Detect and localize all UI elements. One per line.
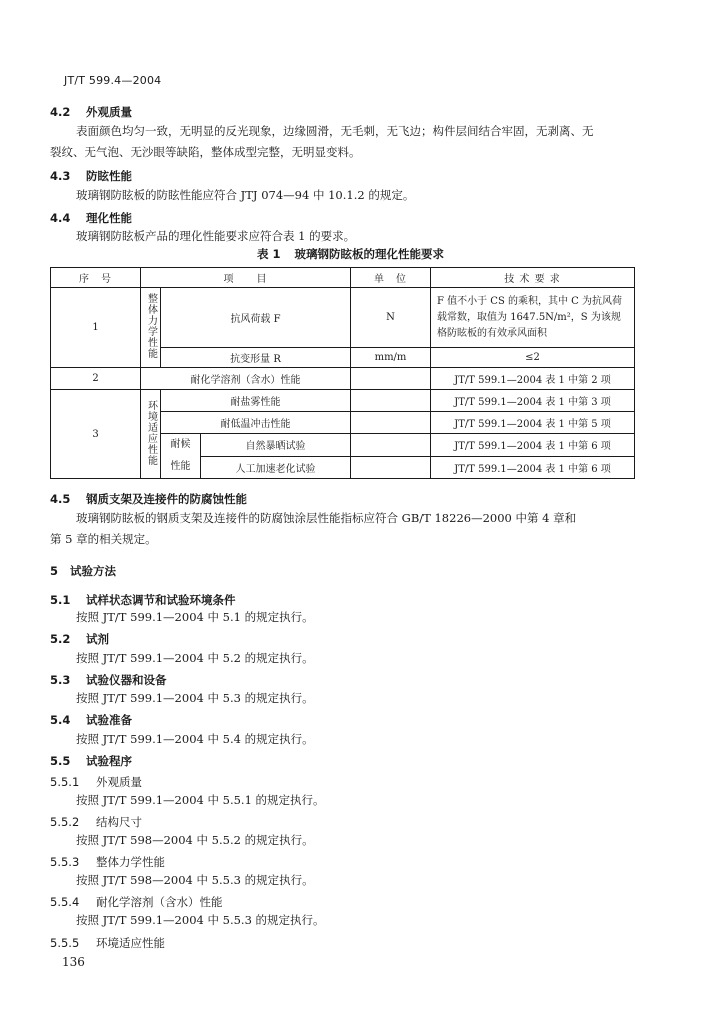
section-number: 4.3: [50, 169, 71, 183]
section-5-5-2-body: [50, 830, 640, 851]
header-requirement: 技 术 要 求: [431, 268, 635, 288]
header-item: 项 目: [141, 268, 351, 288]
section-5-1-body: [50, 607, 640, 628]
section-number: 5.5.1: [50, 775, 80, 789]
seq-cell: 3: [51, 390, 141, 479]
paragraph-line: 按照 JT/T 599.1—2004 中 5.5.1 的规定执行。: [76, 793, 325, 807]
section-title: 外观质量: [86, 105, 132, 119]
section-4-4-body: [50, 226, 640, 247]
unit-cell: [351, 456, 431, 479]
table-label: 表 1: [256, 247, 281, 261]
section-5-5-5-heading: [50, 935, 165, 951]
section-4-2-heading: [50, 104, 132, 120]
section-5-4-heading: [50, 712, 132, 728]
header-unit: 单 位: [351, 268, 431, 288]
section-title: 试验方法: [70, 564, 116, 578]
section-title: 试验程序: [86, 754, 132, 768]
paragraph-line: 按照 JT/T 599.1—2004 中 5.2 的规定执行。: [76, 651, 314, 665]
header-seq: 序 号: [51, 268, 141, 288]
section-number: 5.5.5: [50, 936, 80, 950]
requirement-cell: JT/T 599.1—2004 表 1 中第 3 项: [431, 390, 635, 412]
section-5-5-4-heading: [50, 894, 223, 910]
section-number: 5.5.2: [50, 815, 80, 829]
section-5-2-heading: [50, 631, 109, 647]
paragraph-line: 玻璃钢防眩板的钢质支架及连接件的防腐蚀涂层性能指标应符合 GB/T 18226—2000 中第 4 章和: [76, 511, 577, 525]
unit-cell: [351, 412, 431, 434]
unit-cell: N: [351, 288, 431, 348]
item-cell: 人工加速老化试验: [201, 456, 351, 479]
section-number: 4.5: [50, 492, 71, 506]
table-title: 玻璃钢防眩板的理化性能要求: [294, 247, 444, 261]
section-title: 理化性能: [86, 211, 132, 225]
section-title: 钢质支架及连接件的防腐蚀性能: [86, 492, 247, 506]
item-cell: 抗变形量 R: [161, 348, 351, 368]
section-title: 耐化学溶剂（含水）性能: [96, 895, 223, 909]
paragraph-line: 第 5 章的相关规定。: [50, 532, 157, 546]
section-4-2-body: [50, 121, 640, 163]
section-number: 5.1: [50, 593, 71, 607]
section-number: 5.2: [50, 632, 71, 646]
unit-cell: [351, 390, 431, 412]
section-5-2-body: [50, 648, 640, 669]
paragraph-line: 按照 JT/T 599.1—2004 中 5.4 的规定执行。: [76, 732, 314, 746]
section-number: 5.5: [50, 754, 71, 768]
section-5-heading: [50, 563, 116, 579]
section-title: 试样状态调节和试验环境条件: [86, 593, 236, 607]
section-title: 结构尺寸: [96, 815, 142, 829]
table-row: [51, 288, 635, 348]
section-5-4-body: [50, 729, 640, 750]
section-4-3-heading: [50, 168, 132, 184]
requirement-cell: JT/T 599.1—2004 表 1 中第 5 项: [431, 412, 635, 434]
requirement-cell: ≤2: [431, 348, 635, 368]
section-number: 5.3: [50, 673, 71, 687]
section-5-5-1-body: [50, 790, 640, 811]
section-5-3-body: [50, 688, 640, 709]
sub-group-cell: 耐候 性能: [161, 434, 201, 479]
item-cell: 抗风荷载 F: [161, 288, 351, 348]
seq-cell: 1: [51, 288, 141, 368]
section-5-1-heading: [50, 592, 236, 608]
paragraph-line: 按照 JT/T 598—2004 中 5.5.3 的规定执行。: [76, 873, 314, 887]
requirement-cell: JT/T 599.1—2004 表 1 中第 2 项: [431, 368, 635, 390]
section-number: 5: [50, 564, 59, 578]
section-title: 整体力学性能: [96, 855, 165, 869]
unit-cell: [351, 368, 431, 390]
requirement-cell: JT/T 599.1—2004 表 1 中第 6 项: [431, 434, 635, 457]
section-title: 试剂: [86, 632, 109, 646]
section-title: 防眩性能: [86, 169, 132, 183]
paragraph-line: 按照 JT/T 599.1—2004 中 5.1 的规定执行。: [76, 610, 314, 624]
unit-cell: mm/m: [351, 348, 431, 368]
item-cell: 耐盐雾性能: [161, 390, 351, 412]
running-header: JT/T 599.4—2004: [64, 74, 162, 87]
paragraph-line: 玻璃钢防眩板产品的理化性能要求应符合表 1 的要求。: [76, 229, 356, 243]
section-title: 外观质量: [96, 775, 142, 789]
paragraph-line: 玻璃钢防眩板的防眩性能应符合 JTJ 074—94 中 10.1.2 的规定。: [76, 188, 415, 202]
section-title: 试验仪器和设备: [86, 673, 167, 687]
section-title: 试验准备: [86, 713, 132, 727]
item-cell: 自然暴晒试验: [201, 434, 351, 457]
section-4-5-body: [50, 508, 640, 550]
section-4-5-heading: [50, 491, 247, 507]
table-header-row: [51, 268, 635, 288]
section-number: 5.5.3: [50, 855, 80, 869]
page-number: 136: [62, 955, 85, 969]
requirements-table: [50, 267, 635, 479]
paragraph-line: 表面颜色均匀一致，无明显的反光现象，边缘圆滑，无毛刺，无飞边；构件层间结合牢固，无剥离、无: [76, 124, 594, 138]
section-4-4-heading: [50, 210, 132, 226]
section-5-3-heading: [50, 672, 167, 688]
table-caption: [0, 246, 701, 262]
section-5-5-4-body: [50, 910, 640, 931]
section-title: 环境适应性能: [96, 936, 165, 950]
section-number: 5.4: [50, 713, 71, 727]
group-cell: 环境适应性能: [141, 390, 161, 479]
section-4-3-body: [50, 185, 640, 206]
section-number: 4.2: [50, 105, 71, 119]
paragraph-line: 裂纹、无气泡、无沙眼等缺陷，整体成型完整，无明显变料。: [50, 145, 361, 159]
paragraph-line: 按照 JT/T 599.1—2004 中 5.3 的规定执行。: [76, 691, 314, 705]
item-cell: 耐化学溶剂（含水）性能: [141, 368, 351, 390]
requirement-cell: JT/T 599.1—2004 表 1 中第 6 项: [431, 456, 635, 479]
unit-cell: [351, 434, 431, 457]
section-5-5-2-heading: [50, 814, 142, 830]
paragraph-line: 按照 JT/T 599.1—2004 中 5.5.3 的规定执行。: [76, 913, 325, 927]
section-5-5-1-heading: [50, 774, 142, 790]
section-5-5-heading: [50, 753, 132, 769]
section-number: 5.5.4: [50, 895, 80, 909]
paragraph-line: 按照 JT/T 598—2004 中 5.5.2 的规定执行。: [76, 833, 314, 847]
table-row: [51, 368, 635, 390]
section-5-5-3-body: [50, 870, 640, 891]
section-number: 4.4: [50, 211, 71, 225]
requirement-cell: F 值不小于 CS 的乘积，其中 C 为抗风荷载常数，取值为 1647.5N/m²，S 为该规格防眩板的有效承风面积: [431, 288, 635, 348]
table-row: [51, 390, 635, 412]
section-5-5-3-heading: [50, 854, 165, 870]
seq-cell: 2: [51, 368, 141, 390]
item-cell: 耐低温冲击性能: [161, 412, 351, 434]
group-cell: 整体力学性能: [141, 288, 161, 368]
